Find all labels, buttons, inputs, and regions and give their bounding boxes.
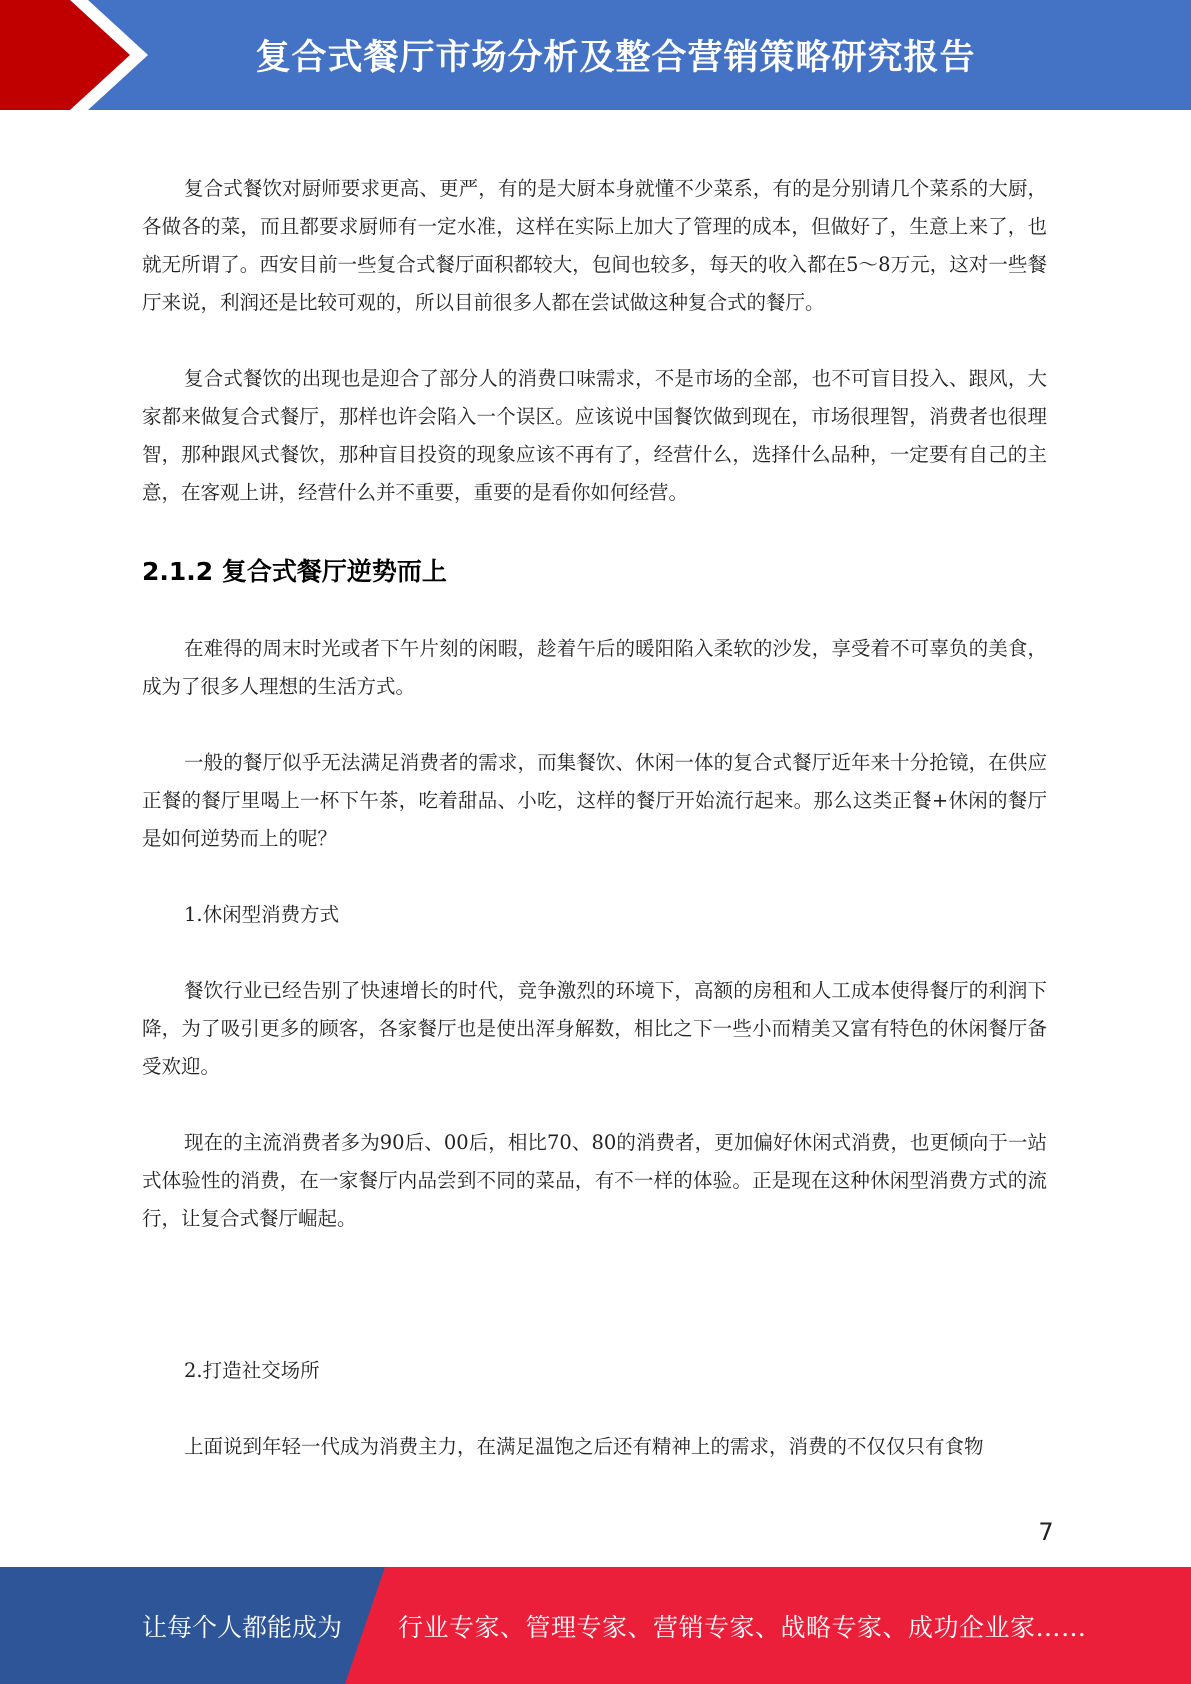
page-header [0,0,1191,110]
footer-slogan-right: 行业专家、管理专家、营销专家、战略专家、成功企业家…… [398,1612,1087,1642]
page-number: 7 [1038,1518,1054,1546]
paragraph: 一般的餐厅似乎无法满足消费者的需求，而集餐饮、休闲一体的复合式餐厅近年来十分抢镜，在供应正餐的餐厅里喝上一杯下午茶，吃着甜品、小吃，这样的餐厅开始流行起来。那么这类正餐+休闲的餐厅是如何逆势而上的呢？ [142,751,1047,850]
list-item-title: 1.休闲型消费方式 [184,903,340,926]
page-footer [0,1567,1191,1684]
section-heading: 2.1.2 复合式餐厅逆势而上 [142,557,447,586]
list-item-title: 2.打造社交场所 [184,1359,320,1382]
paragraph: 复合式餐饮的出现也是迎合了部分人的消费口味需求，不是市场的全部，也不可盲目投入、跟风，大家都来做复合式餐厅，那样也许会陷入一个误区。应该说中国餐饮做到现在，市场很理智，消费者也很理智，那种跟风式餐饮，那种盲目投资的现象应该不再有了，经营什么，选择什么品种，一定要有自己的主意，在客观上讲，经营什么并不重要，重要的是看你如何经营。 [142,367,1047,504]
header-arrow-decoration [0,0,170,110]
paragraph: 在难得的周末时光或者下午片刻的闲暇，趁着午后的暖阳陷入柔软的沙发，享受着不可辜负的美食，成为了很多人理想的生活方式。 [142,637,1047,698]
paragraph: 复合式餐饮对厨师要求更高、更严，有的是大厨本身就懂不少菜系，有的是分别请几个菜系的大厨，各做各的菜，而且都要求厨师有一定水准，这样在实际上加大了管理的成本，但做好了，生意上来了，也就无所谓了。西安目前一些复合式餐厅面积都较大，包间也较多，每天的收入都在5～8万元，这对一些餐厅来说，利润还是比较可观的，所以目前很多人都在尝试做这种复合式的餐厅。 [142,177,1047,314]
paragraph: 上面说到年轻一代成为消费主力，在满足温饱之后还有精神上的需求，消费的不仅仅只有食物 [184,1435,984,1458]
paragraph: 现在的主流消费者多为90后、00后，相比70、80的消费者，更加偏好休闲式消费，也更倾向于一站式体验性的消费，在一家餐厅内品尝到不同的菜品，有不一样的体验。正是现在这种休闲型消费方式的流行，让复合式餐厅崛起。 [142,1131,1047,1230]
paragraph: 餐饮行业已经告别了快速增长的时代，竞争激烈的环境下，高额的房租和人工成本使得餐厅的利润下降，为了吸引更多的顾客，各家餐厅也是使出浑身解数，相比之下一些小而精美又富有特色的休闲餐厅备受欢迎。 [142,979,1047,1078]
document-body [142,170,1047,1466]
report-title: 复合式餐厅市场分析及整合营销策略研究报告 [255,38,976,78]
footer-slogan-left: 让每个人都能成为 [142,1612,343,1642]
